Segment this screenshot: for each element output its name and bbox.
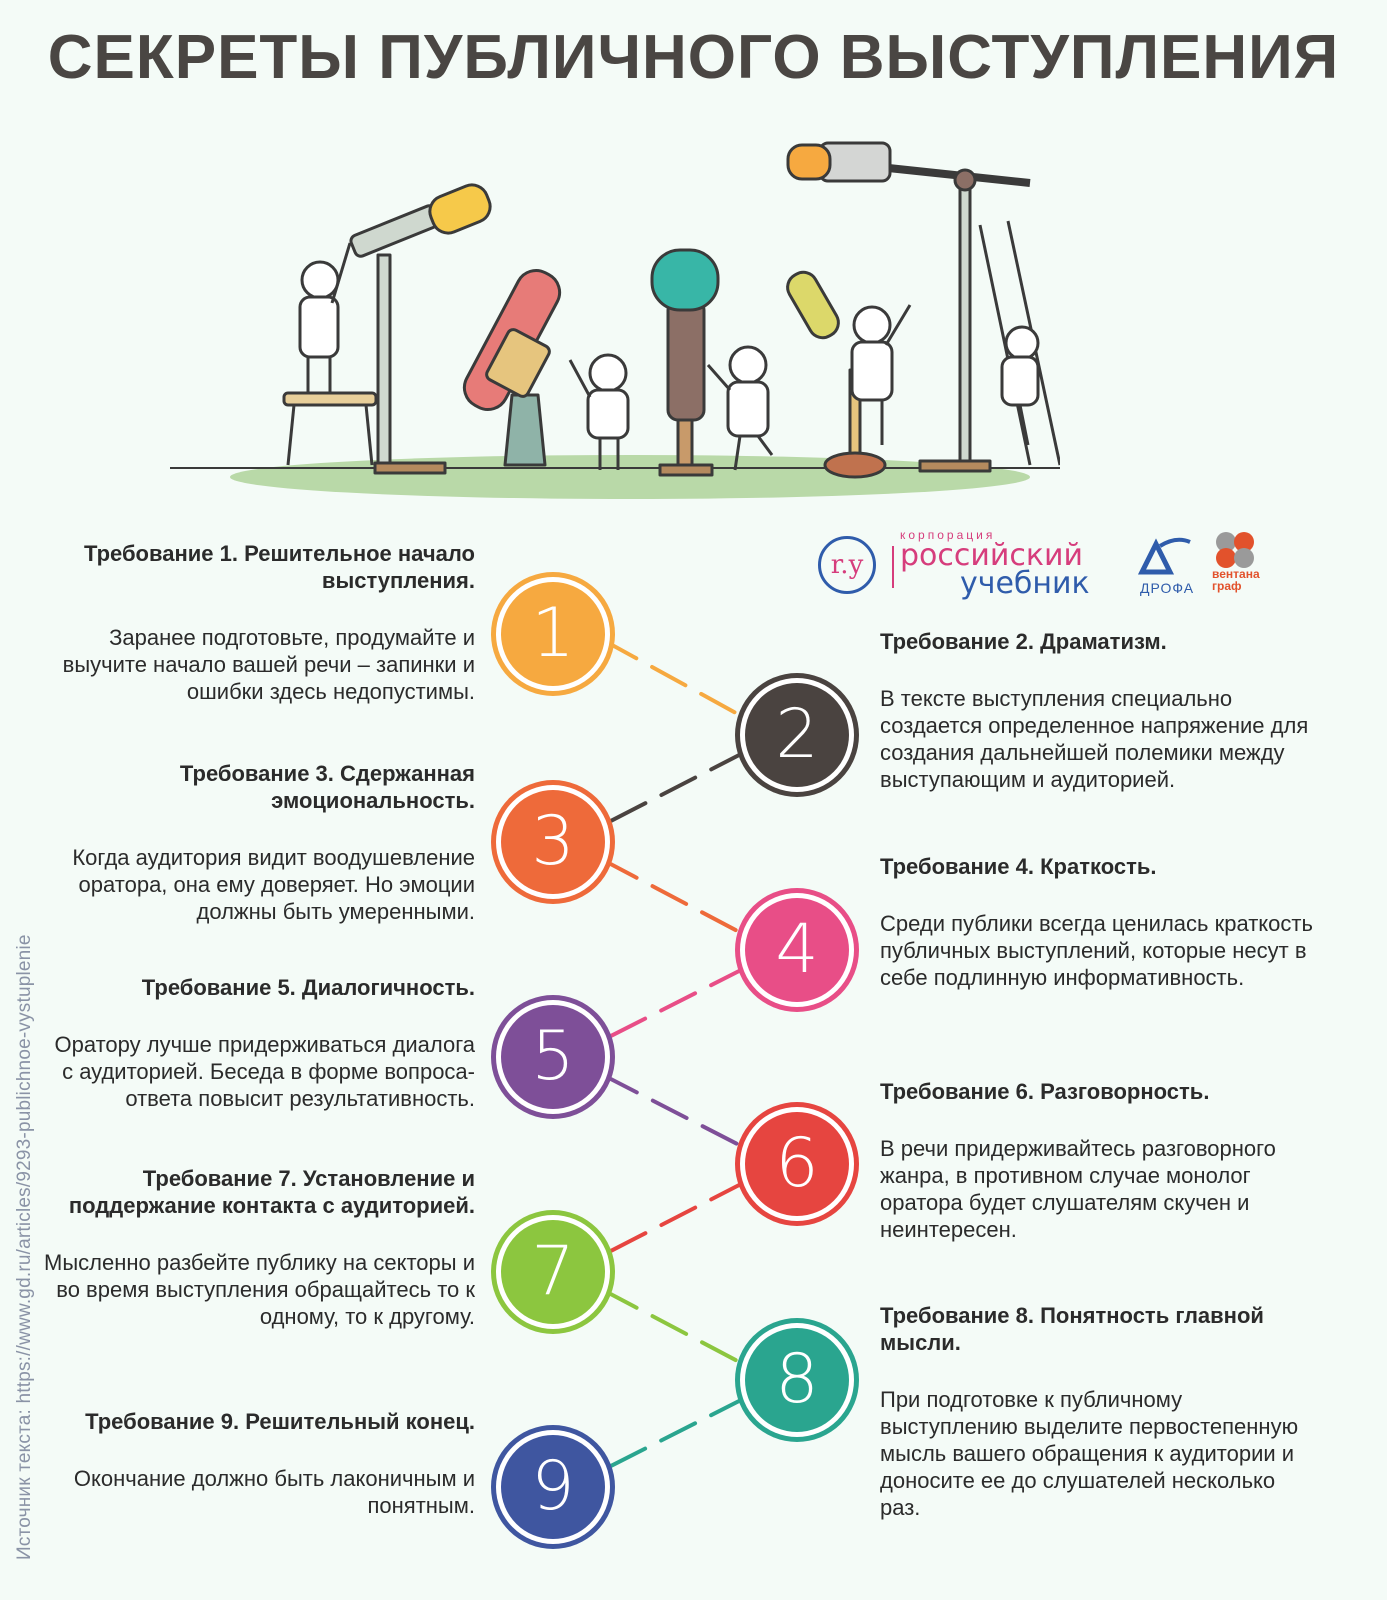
requirement-heading: Требование 8. Понятность главной мысли. xyxy=(880,1303,1264,1355)
requirement-2 xyxy=(880,628,1320,793)
requirement-heading: Требование 9. Решительный конец. xyxy=(85,1409,475,1434)
connector-8-9 xyxy=(603,1398,745,1470)
requirement-3 xyxy=(40,760,475,925)
step-circle-3: 3 xyxy=(501,790,605,894)
person-on-stool xyxy=(284,243,376,465)
microphone-teal xyxy=(652,250,718,475)
requirement-text: Среди публики всегда ценилась краткость публичных выступлений, которые несут в себе подлинную информативность. xyxy=(880,911,1313,990)
requirement-6 xyxy=(880,1078,1320,1243)
requirement-text: Когда аудитория видит воодушевление оратора, она ему доверяет. Но эмоции должны быть умеренными. xyxy=(72,845,475,924)
connector-2-3 xyxy=(603,752,745,825)
connector-1-2 xyxy=(603,640,745,718)
connector-7-8 xyxy=(603,1290,745,1365)
step-circle-2: 2 xyxy=(745,683,849,787)
connector-5-6 xyxy=(603,1075,745,1148)
connector-6-7 xyxy=(603,1182,745,1255)
requirement-5 xyxy=(40,974,475,1112)
logo-separator xyxy=(892,546,894,588)
drofa-label: ДРОФА xyxy=(1140,580,1195,596)
microphone-yellow-left xyxy=(349,180,495,473)
requirement-heading: Требование 2. Драматизм. xyxy=(880,629,1167,654)
requirement-1 xyxy=(40,540,475,705)
ventana-label: вентана граф xyxy=(1212,567,1260,593)
requirement-heading: Требование 6. Разговорность. xyxy=(880,1079,1210,1104)
requirement-heading: Требование 1. Решительное начало выступления. xyxy=(83,541,475,593)
requirement-7 xyxy=(40,1165,475,1330)
publisher-logos xyxy=(818,528,1298,608)
requirement-4 xyxy=(880,853,1320,991)
requirement-text: Мысленно разбейте публику на секторы и во время выступления обращайтесь то к одному, то к другому. xyxy=(44,1250,475,1329)
source-note: Источник текста: https://www.gd.ru/articles/9293-publichnoe-vystuplenie xyxy=(14,934,35,1560)
page-title: СЕКРЕТЫ ПУБЛИЧНОГО ВЫСТУПЛЕНИЯ xyxy=(47,23,1340,92)
requirement-heading: Требование 5. Диалогичность. xyxy=(141,975,475,1000)
corp-label: корпорация xyxy=(900,528,996,542)
person-holding-mic xyxy=(708,347,772,470)
step-circle-6: 6 xyxy=(745,1112,849,1216)
microphone-pink xyxy=(457,263,566,465)
step-circle-8: 8 xyxy=(745,1328,849,1432)
requirement-8 xyxy=(880,1302,1320,1521)
corp-name-line2: учебник xyxy=(960,566,1090,601)
requirement-text: Заранее подготовьте, продумайте и выучите начало вашей речи – запинки и ошибки здесь недопустимы. xyxy=(62,625,475,704)
requirement-heading: Требование 4. Краткость. xyxy=(880,854,1157,879)
requirement-heading: Требование 7. Установление и поддержание контакта с аудиторией. xyxy=(68,1166,475,1218)
ventana-mark-icon xyxy=(1212,530,1260,570)
requirement-9 xyxy=(40,1408,475,1519)
ru-logo: r.y xyxy=(818,536,876,594)
requirement-text: В речи придерживайтесь разговорного жанра, в противном случае монолог оратора будет слушателям скучен и неинтересен. xyxy=(880,1136,1276,1242)
connector-4-5 xyxy=(603,968,745,1040)
requirement-heading: Требование 3. Сдержанная эмоциональность. xyxy=(179,761,475,813)
corp-name-line1: российский xyxy=(900,538,1083,573)
microphones-illustration xyxy=(160,125,1060,520)
person-arms-up xyxy=(852,305,910,445)
person-cheering xyxy=(570,355,628,470)
drofa-bird-icon xyxy=(1136,534,1192,580)
requirement-text: В тексте выступления специально создается определенное напряжение для создания дальнейшей полемики между выступающим и аудиторией. xyxy=(880,686,1309,792)
person-on-ladder xyxy=(980,221,1060,465)
step-circle-7: 7 xyxy=(501,1220,605,1324)
step-circle-9: 9 xyxy=(501,1435,605,1539)
step-circle-1: 1 xyxy=(501,582,605,686)
requirement-text: Оратору лучше придерживаться диалога с аудиторией. Беседа в форме вопроса-ответа повысит результативность. xyxy=(54,1032,475,1111)
step-circle-5: 5 xyxy=(501,1005,605,1109)
step-circle-4: 4 xyxy=(745,898,849,1002)
requirement-text: При подготовке к публичному выступлению выделите первостепенную мысль вашего обращения к аудитории и доносите ее до слушателей несколько раз. xyxy=(880,1387,1299,1520)
requirement-text: Окончание должно быть лаконичным и понятным. xyxy=(73,1466,475,1518)
connector-3-4 xyxy=(603,860,745,935)
